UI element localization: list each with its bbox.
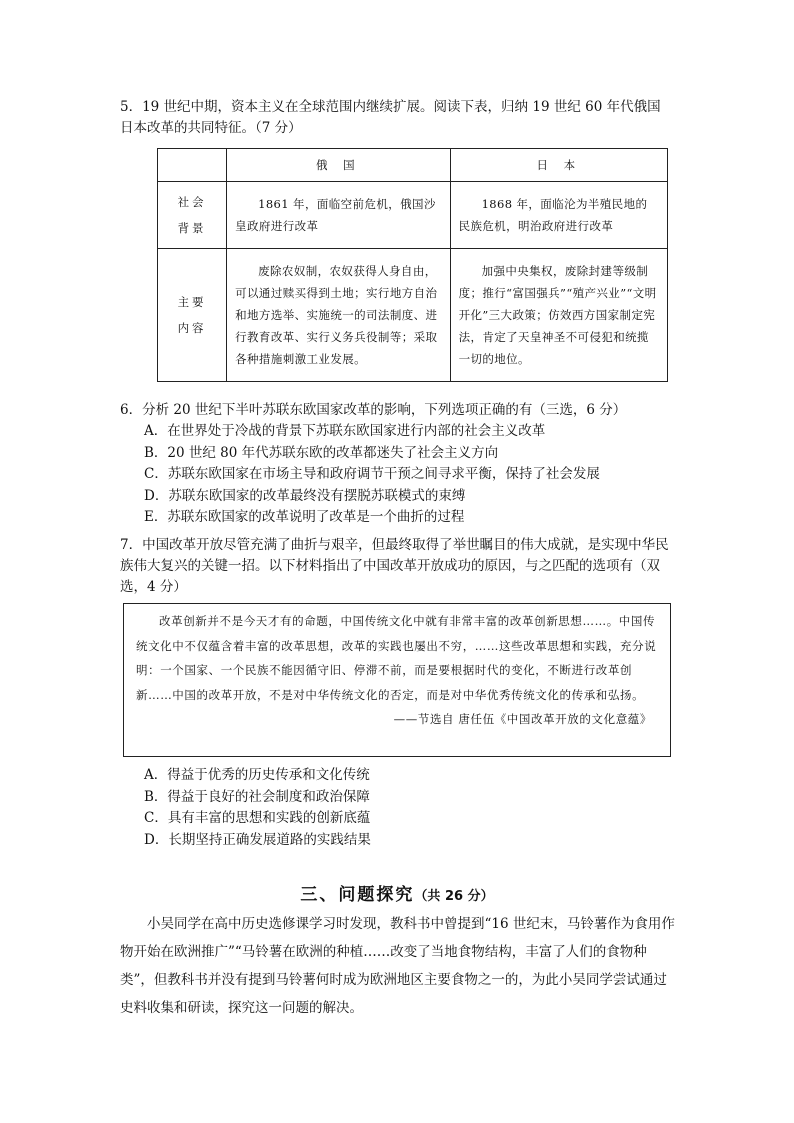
question-5-line-1: 5．19 世纪中期，资本主义在全球范围内继续扩展。阅读下表，归纳 19 世纪 60 年代俄国 [120, 99, 661, 115]
russia-content-cell: 废除农奴制，农奴获得人身自由，可以通过赎买得到土地；实行地方自治和地方选举、实施统一的司法制度、进行教育改革、实行义务兵役制等；采取各种措施刺激工业发展。 [227, 249, 450, 382]
section-title: 三、问题探究 [300, 885, 415, 905]
japan-background-cell: 1868 年，面临沦为半殖民地的民族危机，明治政府进行改革 [450, 182, 667, 249]
option-b: B．20 世纪 80 年代苏联东欧的改革都迷失了社会主义方向 [144, 444, 499, 461]
option-a: A．得益于优秀的历史传承和文化传统 [144, 767, 370, 783]
inquiry-intro-paragraph: 小吴同学在高中历史选修课学习时发现，教科书中曾提到“16 世纪末，马铃薯作为食用作物开始在欧洲推广”“马铃薯在欧洲的种植……改变了当地食物结构，丰富了人们的食物种类”，但教科书并没有提到马铃薯何时成为欧洲地区主要食物之一的，为此小吴同学尝试通过史料收集和研读，探究这一问题的解决。 [120, 916, 675, 1016]
question-6 [120, 400, 680, 529]
section-heading [0, 880, 794, 905]
option-d: D．苏联东欧国家的改革最终没有摆脱苏联模式的束缚 [144, 487, 466, 504]
question-6-stem: 6．分析 20 世纪下半叶苏联东欧国家改革的影响，下列选项正确的有（三选，6 分） [120, 402, 627, 418]
row-header-content-line-1: 主要 [177, 295, 207, 309]
row-header-background-line-2: 背景 [177, 221, 207, 235]
row-header-content-line-2: 内容 [177, 321, 207, 335]
option-c: C．具有丰富的思想和实践的创新底蕴 [144, 810, 371, 826]
question-7-stem: 7．中国改革开放尽管充满了曲折与艰辛，但最终取得了举世瞩目的伟大成就，是实现中华民族伟大复兴的关键一招。以下材料指出了中国改革开放成功的原因，与之匹配的选项有（双选，4 分） [120, 537, 669, 595]
option-e: E．苏联东欧国家的改革说明了改革是一个曲折的过程 [144, 509, 465, 525]
question-5 [120, 97, 680, 139]
row-header-background-line-1: 社会 [177, 195, 207, 209]
row-header-background [158, 182, 227, 249]
section-score: （共 26 分） [414, 889, 494, 904]
material-source: ——节选自 唐任伍《中国改革开放的文化意蕴》 [393, 712, 652, 726]
japan-content-cell: 加强中央集权，废除封建等级制度；推行“富国强兵”“殖产兴业”“文明开化”三大政策；仿效西方国家制定宪法，肯定了天皇神圣不可侵犯和统揽一切的地位。 [450, 249, 667, 382]
option-c: C．苏联东欧国家在市场主导和政府调节干预之间寻求平衡，保持了社会发展 [144, 466, 600, 482]
column-header-japan: 日 本 [450, 149, 667, 182]
question-7 [120, 535, 682, 598]
column-header-russia: 俄 国 [227, 149, 450, 182]
russia-background-cell: 1861 年，面临空前危机，俄国沙皇政府进行改革 [227, 182, 450, 249]
question-7-options [120, 765, 371, 851]
question-5-line-2: 日本改革的共同特征。（7 分） [120, 120, 302, 136]
option-a: A．在世界处于冷战的背景下苏联东欧国家进行内部的社会主义改革 [144, 423, 546, 439]
material-box [123, 603, 671, 757]
material-text: 改革创新并不是今天才有的命题，中国传统文化中就有非常丰富的改革创新思想……。中国传统文化中不仅蕴含着丰富的改革思想，改革的实践也屡出不穷，……这些改革思想和实践，充分说明：一个国家、一个民族不能因循守旧、停滞不前，而是要根据时代的变化，不断进行改革创新……中国的改革开放，不是对中华传统文化的否定，而是对中华优秀传统文化的传承和弘扬。 [136, 614, 657, 702]
reform-comparison-table [157, 148, 668, 382]
option-b: B．得益于良好的社会制度和政治保障 [144, 788, 370, 805]
option-d: D．长期坚持正确发展道路的实践结果 [144, 831, 371, 848]
table-corner-cell [158, 149, 227, 182]
row-header-content [158, 249, 227, 382]
